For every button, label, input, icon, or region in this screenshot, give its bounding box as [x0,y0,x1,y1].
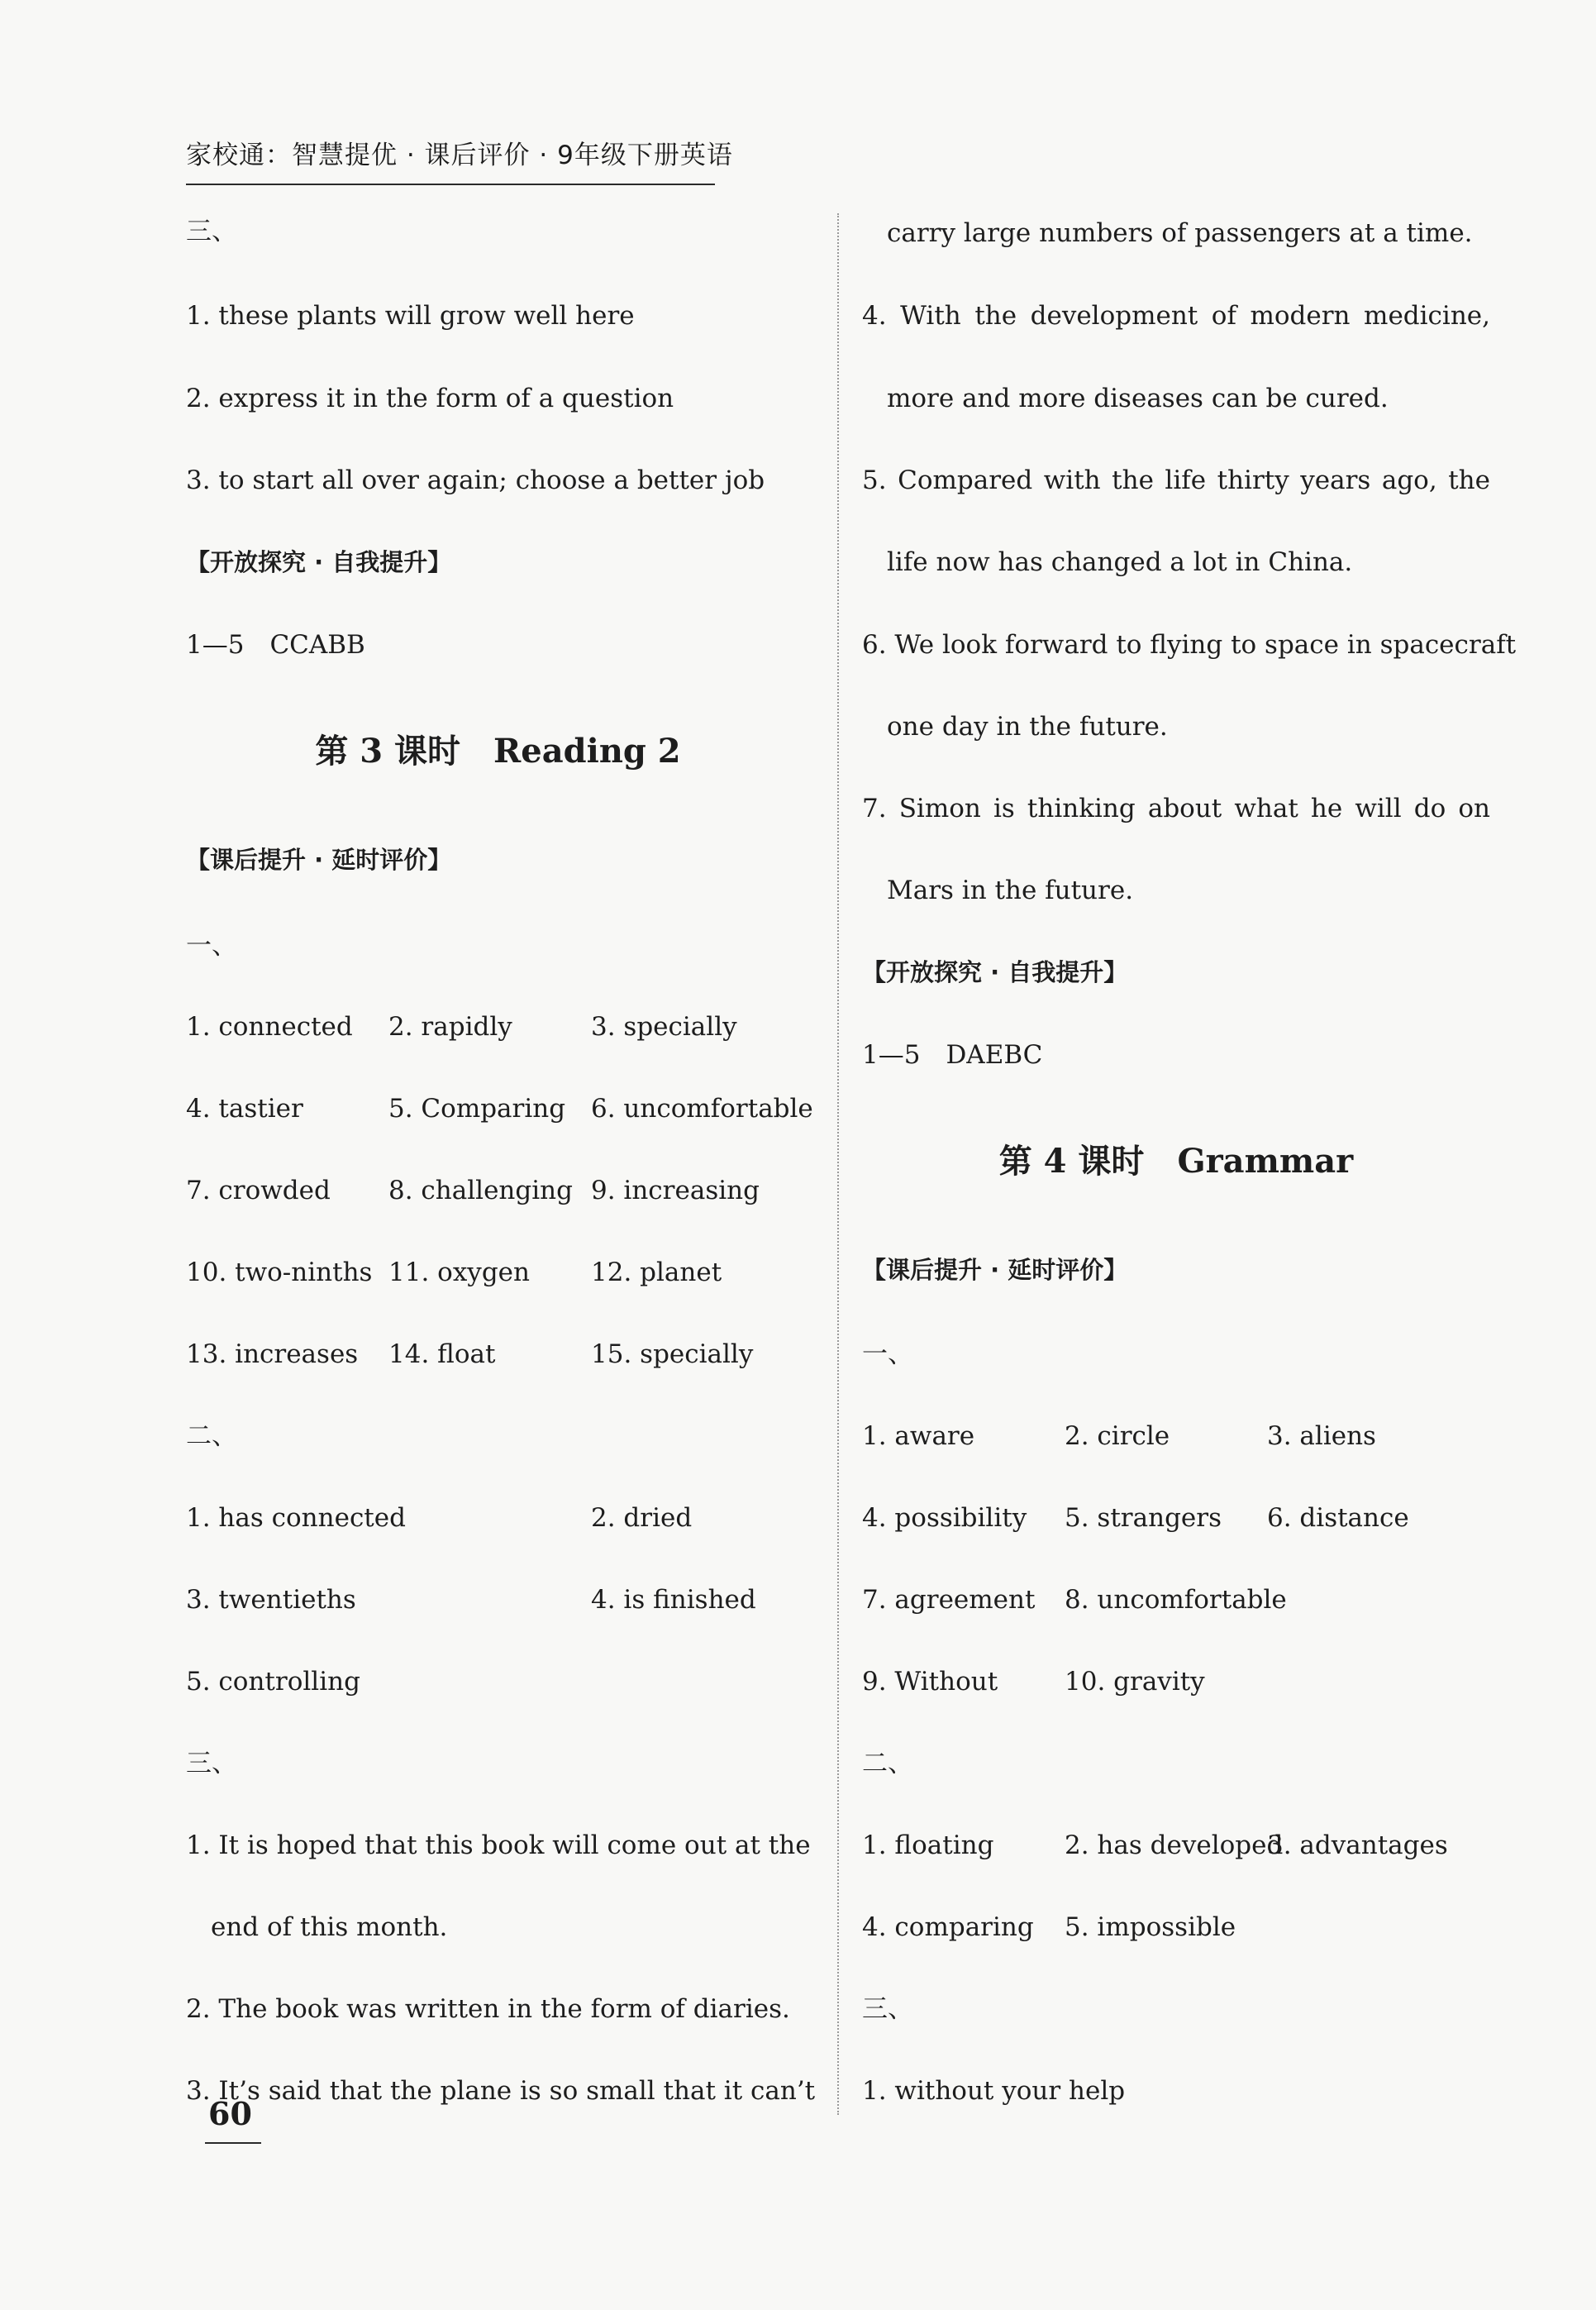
answer-cell: 1. has connected [186,1503,406,1533]
answer-cell: 5. strangers [1065,1503,1222,1533]
answer-line: 1—5 CCABB [186,630,365,660]
answer-cell: 7. agreement [862,1585,1036,1615]
answer-cell: 8. challenging [388,1176,573,1205]
answer-line: life now has changed a lot in China. [887,547,1353,577]
right-column [862,0,1517,2310]
lesson-title: Reading 2 [493,732,681,771]
answer-line: 7. Simon is thinking about what he will do on [862,794,1490,823]
answer-cell: 4. possibility [862,1503,1027,1533]
answer-line: more and more diseases can be cured. [887,384,1389,413]
lesson-heading [186,731,810,772]
answer-cell: 12. planet [591,1258,722,1287]
section-label-san: 三、 [186,1749,237,1778]
section-label-yi: 一、 [862,1339,913,1369]
answer-cell: 2. circle [1065,1421,1170,1451]
answer-line: 2. The book was written in the form of diaries. [186,1994,790,2024]
answer-cell: 13. increases [186,1339,359,1369]
lesson-number: 第 4 课时 [998,1142,1145,1181]
answer-cell: 15. specially [591,1339,754,1369]
answer-cell: 4. is finished [591,1585,756,1615]
answer-line: 4. With the development of modern medicine, [862,301,1490,331]
answer-line: end of this month. [211,1912,448,1942]
column-divider [837,213,839,2115]
page-number-rule [205,2142,261,2144]
lesson-number: 第 3 课时 [315,732,461,771]
answer-cell: 2. has developed [1065,1830,1284,1860]
section-label-san: 三、 [862,1994,913,2024]
answer-line: carry large numbers of passengers at a time. [887,218,1473,248]
answer-line: 6. We look forward to flying to space in spacecraft [862,630,1517,660]
answer-cell: 4. comparing [862,1912,1034,1942]
lesson-title: Grammar [1177,1142,1354,1181]
answer-cell: 10. gravity [1065,1667,1205,1697]
answer-cell: 6. uncomfortable [591,1094,813,1124]
answer-cell: 1. aware [862,1421,975,1451]
answer-cell: 5. impossible [1065,1912,1236,1942]
answer-cell: 1. floating [862,1830,994,1860]
answer-cell: 11. oxygen [388,1258,530,1287]
answer-line: one day in the future. [887,712,1168,742]
lesson-heading [862,1141,1490,1182]
left-column [186,0,816,2310]
answer-line: 1. these plants will grow well here [186,301,635,331]
answer-cell: 2. rapidly [388,1012,512,1042]
answer-cell: 7. crowded [186,1176,331,1205]
answer-cell: 10. two-ninths [186,1258,373,1287]
section-label-er: 二、 [862,1749,913,1778]
answer-line: 1. It is hoped that this book will come out at the [186,1830,811,1860]
answer-cell: 8. uncomfortable [1065,1585,1287,1615]
section-tag-after-class: 【课后提升 · 延时评价】 [862,1256,1128,1284]
answer-cell: 5. Comparing [388,1094,566,1124]
section-label-yi: 一、 [186,931,237,961]
answer-line: Mars in the future. [887,876,1134,905]
section-tag-open-inquiry: 【开放探究 · 自我提升】 [186,548,452,576]
answer-cell: 9. increasing [591,1176,760,1205]
page-number: 60 [208,2095,252,2132]
running-header: 家校通：智慧提优 · 课后评价 · 9年级下册英语 [186,141,733,170]
answer-cell: 3. specially [591,1012,737,1042]
answer-line: 5. Compared with the life thirty years ago, the [862,465,1490,495]
answer-line: 2. express it in the form of a question [186,384,674,413]
answer-line: 1—5 DAEBC [862,1040,1043,1070]
answer-cell: 6. distance [1267,1503,1409,1533]
section-tag-open-inquiry: 【开放探究 · 自我提升】 [862,958,1128,986]
answer-cell: 3. twentieths [186,1585,356,1615]
section-label-er: 二、 [186,1421,237,1451]
answer-cell: 2. dried [591,1503,693,1533]
section-tag-after-class: 【课后提升 · 延时评价】 [186,846,452,874]
answer-cell: 9. Without [862,1667,998,1697]
answer-cell: 3. advantages [1267,1830,1448,1860]
answer-cell: 4. tastier [186,1094,303,1124]
answer-cell: 3. aliens [1267,1421,1376,1451]
answer-line: 3. It’s said that the plane is so small that it can’t [186,2076,816,2106]
answer-cell: 14. float [388,1339,496,1369]
answer-line: 1. without your help [862,2076,1126,2106]
answer-cell: 5. controlling [186,1667,360,1697]
answer-cell: 1. connected [186,1012,353,1042]
answer-line: 3. to start all over again; choose a better job [186,465,765,495]
section-label-san: 三、 [186,217,237,246]
